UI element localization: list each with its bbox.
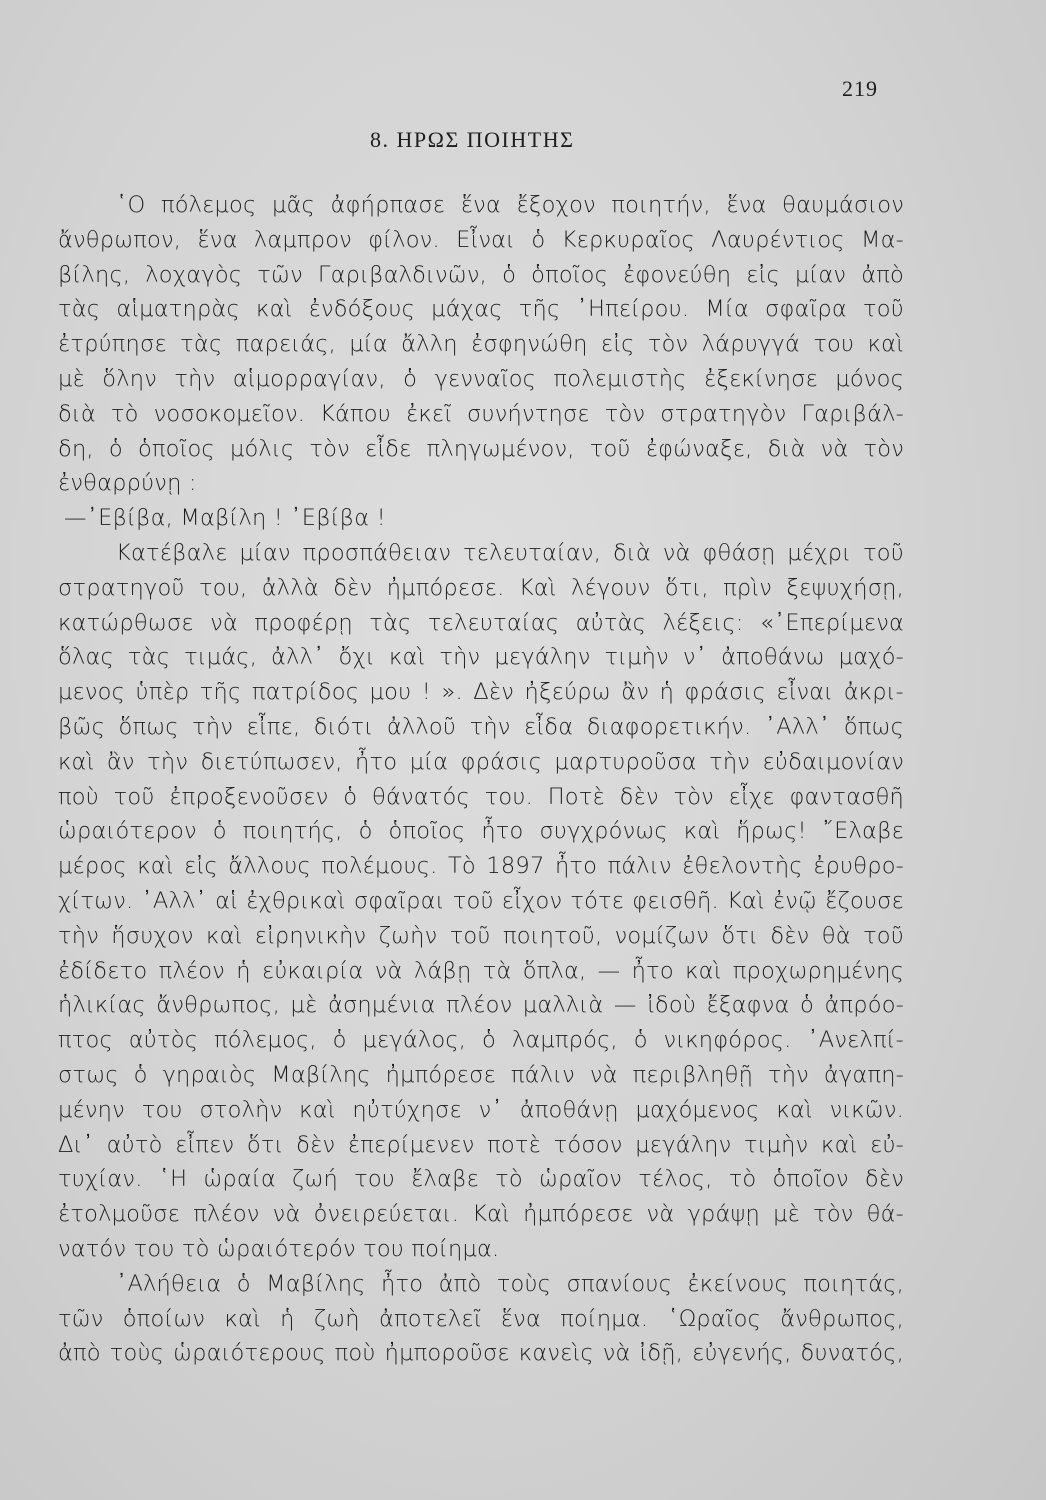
text-line: ῾Ο πόλεμος μᾶς ἀφήρπασε ἕνα ἔξοχον ποιητήν, ἕνα θαυμάσιον bbox=[116, 192, 904, 218]
text-line: ὡραιότερον ὁ ποιητής, ὁ ὁποῖος ἦτο συγχρόνως καὶ ἥρως! ῎Ελαβε bbox=[58, 818, 904, 845]
text-line: ἀπὸ τοὺς ὡραιότερους ποὺ ἠμποροῦσε κανεὶς νὰ ἰδῇ, εὐγενής, δυνατός, bbox=[58, 1340, 904, 1367]
text-line: χίτων. ᾿Αλλ᾿ αἱ ἐχθρικαὶ σφαῖραι τοῦ εἶχον τότε φεισθῆ. Καὶ ἐνῷ ἔζουσε bbox=[58, 887, 904, 914]
text-line: τυχίαν. ῾Η ὡραία ζωή του ἔλαβε τὸ ὡραῖον τέλος, τὸ ὁποῖον δὲν bbox=[58, 1166, 904, 1193]
text-line: νατόν του τὸ ὡραιότερόν του ποίημα. bbox=[58, 1235, 500, 1262]
chapter-title: 8. ΗΡΩΣ ΠΟΙΗΤΗΣ bbox=[370, 127, 575, 152]
text-line: ὅλας τὰς τιμάς, ἀλλ᾿ ὄχι καὶ τὴν μεγάλην τιμὴν ν᾿ ἀποθάνω μαχό- bbox=[58, 644, 904, 671]
text-line: πτος αὐτὸς πόλεμος, ὁ μεγάλος, ὁ λαμπρός, ὁ νικηφόρος. ᾿Ανελπί- bbox=[58, 1027, 904, 1054]
text-line: ποὺ τοῦ ἐπροξενοῦσεν ὁ θάνατός του. Ποτὲ δὲν τὸν εἶχε φαντασθῆ bbox=[58, 783, 904, 810]
text-line: ἐδίδετο πλέον ἡ εὐκαιρία νὰ λάβῃ τὰ ὅπλα, — ἦτο καὶ προχωρημένης bbox=[58, 957, 904, 984]
text-line: στως ὁ γηραιὸς Μαβίλης ἠμπόρεσε πάλιν νὰ περιβληθῇ τὴν ἀγαπη- bbox=[58, 1061, 904, 1088]
text-line: διὰ τὸ νοσοκομεῖον. Κάπου ἐκεῖ συνήντησε τὸν στρατηγὸν Γαριβάλ- bbox=[58, 400, 904, 427]
text-line: μένην του στολὴν καὶ ηὐτύχησε ν᾿ ἀποθάνῃ μαχόμενος καὶ νικῶν. bbox=[58, 1096, 904, 1123]
text-line: Κατέβαλε μίαν προσπάθειαν τελευταίαν, διὰ νὰ φθάσῃ μέχρι τοῦ bbox=[116, 539, 904, 566]
text-line: μενος ὑπὲρ τῆς πατρίδος μου ! ». Δὲν ἠξεύρω ἂν ἡ φράσις εἶναι ἀκρι- bbox=[58, 679, 904, 706]
text-line: ἐνθαρρύνῃ : bbox=[58, 470, 197, 497]
text-line: τῶν ὁποίων καὶ ἡ ζωὴ ἀποτελεῖ ἕνα ποίημα. ῾Ωραῖος ἄνθρωπος, bbox=[58, 1305, 904, 1332]
text-line: Δι᾿ αὐτὸ εἶπεν ὅτι δὲν ἐπερίμενεν ποτὲ τόσον μεγάλην τιμὴν καὶ εὐ- bbox=[58, 1131, 904, 1158]
text-line: ἡλικίας ἄνθρωπος, μὲ ἀσημένια πλέον μαλλιὰ — ἰδοὺ ἔξαφνα ὁ ἀπρόο- bbox=[58, 992, 904, 1019]
text-line: ἄνθρωπον, ἕνα λαμπρον φίλον. Εἶναι ὁ Κερκυραῖος Λαυρέντιος Μα- bbox=[58, 226, 904, 253]
text-line: τὴν ἥσυχον καὶ εἰρηνικὴν ζωὴν τοῦ ποιητοῦ, νομίζων ὅτι δὲν θὰ τοῦ bbox=[58, 922, 904, 949]
dialogue-line: —᾿Εβίβα, Μαβίλη ! ᾿Εβίβα ! bbox=[64, 505, 386, 532]
page-number: 219 bbox=[842, 76, 878, 101]
text-line: μὲ ὅλην τὴν αἱμορραγίαν, ὁ γενναῖος πολεμιστὴς ἐξεκίνησε μόνος bbox=[58, 365, 904, 392]
text-line: βῶς ὅπως τὴν εἶπε, διότι ἀλλοῦ τὴν εἶδα διαφορετικήν. ᾿Αλλ᾿ ὅπως bbox=[58, 713, 904, 740]
text-line: τὰς αἱματηρὰς καὶ ἐνδόξους μάχας τῆς ᾿Ηπείρου. Μία σφαῖρα τοῦ bbox=[58, 296, 904, 323]
text-line: κατώρθωσε νὰ προφέρῃ τὰς τελευταίας αὐτὰς λέξεις: «᾿Επερίμενα bbox=[58, 609, 904, 636]
body-text bbox=[58, 188, 904, 1371]
text-line: δη, ὁ ὁποῖος μόλις τὸν εἶδε πληγωμένον, τοῦ ἐφώναξε, διὰ νὰ τὸν bbox=[58, 435, 904, 462]
text-line: ἐτολμοῦσε πλέον νὰ ὀνειρεύεται. Καὶ ἠμπόρεσε νὰ γράψῃ μὲ τὸν θά- bbox=[58, 1201, 904, 1228]
text-line: στρατηγοῦ του, ἀλλὰ δὲν ἠμπόρεσε. Καὶ λέγουν ὅτι, πρὶν ξεψυχήσῃ, bbox=[58, 574, 904, 601]
text-line: ἐτρύπησε τὰς παρειάς, μία ἄλλη ἐσφηνώθη εἰς τὸν λάρυγγά του καὶ bbox=[58, 331, 904, 358]
text-line: ᾿Αλήθεια ὁ Μαβίλης ἦτο ἀπὸ τοὺς σπανίους ἐκείνους ποιητάς, bbox=[116, 1270, 904, 1297]
text-line: μέρος καὶ εἰς ἄλλους πολέμους. Τὸ 1897 ἦτο πάλιν ἐθελοντὴς ἐρυθρο- bbox=[58, 853, 904, 880]
text-line: βίλης, λοχαγὸς τῶν Γαριβαλδινῶν, ὁ ὁποῖος ἐφονεύθη εἰς μίαν ἀπὸ bbox=[58, 261, 904, 288]
text-line: καὶ ἂν τὴν διετύπωσεν, ἦτο μία φράσις μαρτυροῦσα τὴν εὐδαιμονίαν bbox=[58, 748, 904, 775]
